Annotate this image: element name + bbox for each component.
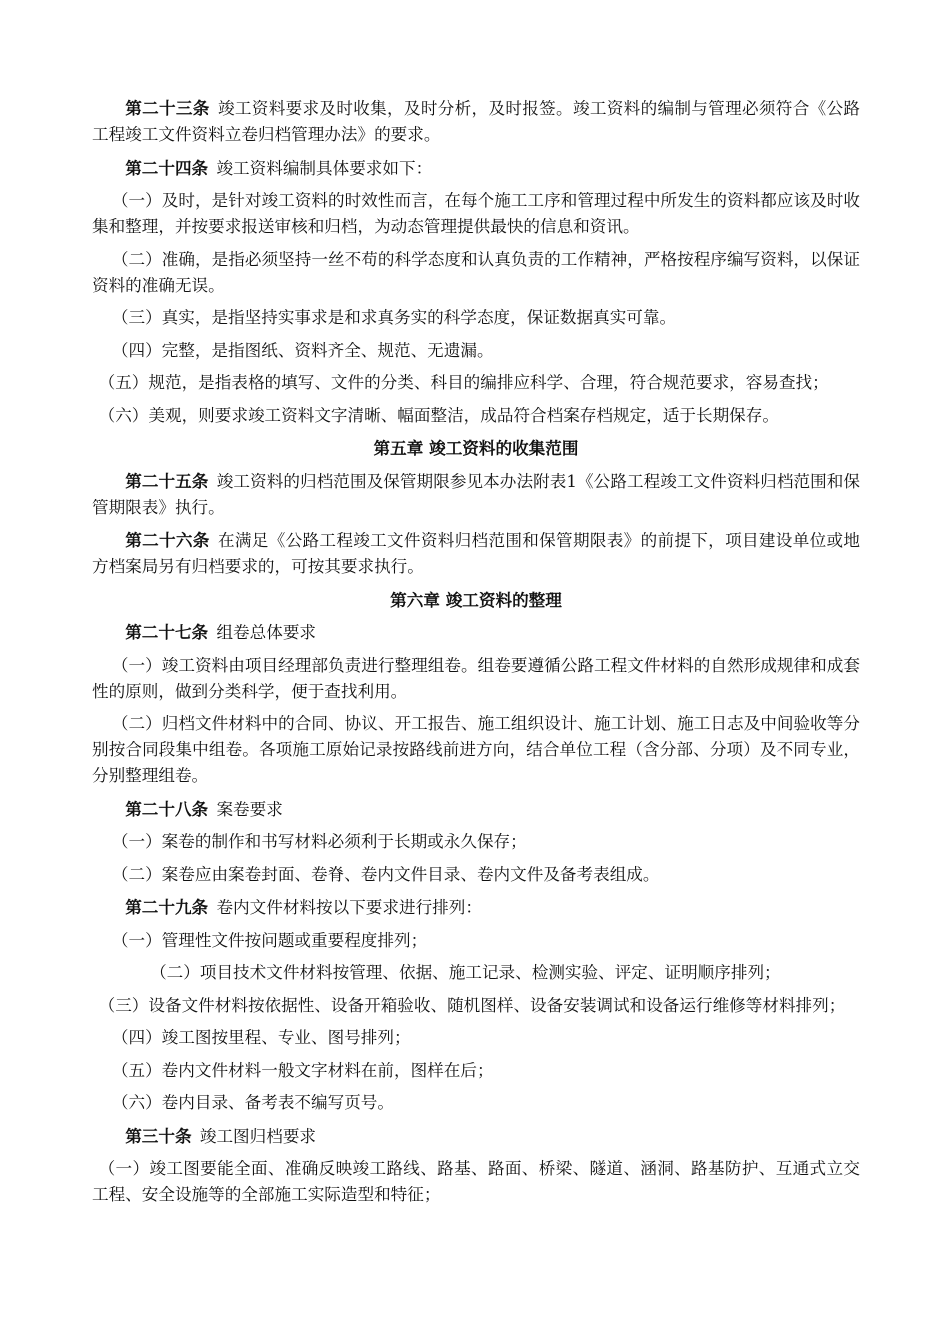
article-30: [92, 1123, 860, 1150]
paragraph: （四）完整，是指图纸、资料齐全、规范、无遗漏。: [111, 340, 494, 360]
article-number: 第二十三条: [125, 98, 210, 118]
paragraph: （二）归档文件材料中的合同、协议、开工报告、施工组织设计、施工计划、施工日志及中间验收等分别按合同段集中组卷。各项施工原始记录按路线前进方向，结合单位工程（含分部、分项）及不同专业，分别整理组卷。: [92, 714, 860, 785]
paragraph: （二）准确，是指必须坚持一丝不苟的科学态度和认真负责的工作精神，严格按程序编写资料，以保证资料的准确无误。: [92, 249, 860, 295]
article-number: 第二十五条: [125, 470, 209, 491]
article-24: [92, 155, 860, 182]
paragraph: （六）美观，则要求竣工资料文字清晰、幅面整洁，成品符合档案存档规定，适于长期保存。: [98, 405, 779, 425]
article-26: [92, 527, 860, 580]
article-text: 竣工图归档要求: [199, 1126, 317, 1146]
article-number: 第二十八条: [125, 798, 209, 819]
article-number: 第二十六条: [125, 530, 210, 550]
article-text: 组卷总体要求: [216, 623, 317, 642]
article-text: 竣工资料的归档范围及保管期限参见本办法附表1《公路工程竣工文件资料归档范围和保管期限表》执行。: [92, 471, 861, 517]
paragraph: （五）卷内文件材料一般文字材料在前，图样在后；: [111, 1060, 494, 1080]
paragraph: （三）设备文件材料按依据性、设备开箱验收、随机图样、设备安装调试和设备运行维修等材料排列；: [98, 995, 846, 1015]
paragraph: （二）案卷应由案卷封面、卷脊、卷内文件目录、卷内文件及备考表组成。: [111, 864, 660, 884]
article-text: 竣工资料编制具体要求如下：: [216, 158, 433, 178]
article-text: 案卷要求: [216, 799, 283, 819]
article-25: [92, 468, 860, 521]
paragraph: （五）规范，是指表格的填写、文件的分类、科目的编排应科学、合理，符合规范要求，容易查找；: [98, 373, 829, 392]
article-23: [92, 95, 860, 148]
article-number: 第二十四条: [125, 157, 209, 178]
article-text: 竣工资料要求及时收集，及时分析，及时报签。竣工资料的编制与管理必须符合《公路工程竣工文件资料立卷归档管理办法》的要求。: [92, 99, 860, 144]
article-text: 在满足《公路工程竣工文件资料归档范围和保管期限表》的前提下，项目建设单位或地方档案局另有归档要求的，可按其要求执行。: [92, 531, 860, 576]
article-27: [92, 619, 860, 646]
paragraph: （二）项目技术文件材料按管理、依据、施工记录、检测实验、评定、证明顺序排列；: [150, 963, 781, 982]
article-29: [92, 894, 860, 921]
chapter-heading-6: 第六章 竣工资料的整理: [390, 589, 562, 610]
paragraph: （六）卷内目录、备考表不编写页号。: [111, 1093, 394, 1112]
document-page: [92, 95, 860, 1215]
paragraph: （一）及时，是针对竣工资料的时效性而言，在每个施工工序和管理过程中所发生的资料都应该及时收集和整理，并按要求报送审核和归档，为动态管理提供最快的信息和资讯。: [92, 191, 860, 236]
article-number: 第二十九条: [125, 897, 209, 917]
article-text: 卷内文件材料按以下要求进行排列：: [216, 898, 482, 917]
paragraph: （四）竣工图按里程、专业、图号排列；: [111, 1028, 411, 1047]
article-number: 第二十七条: [125, 622, 209, 642]
paragraph: （一）竣工图要能全面、准确反映竣工路线、路基、路面、桥梁、隧道、涵洞、路基防护、互通式立交工程、安全设施等的全部施工实际造型和特征；: [92, 1159, 860, 1204]
paragraph: （一）竣工资料由项目经理部负责进行整理组卷。组卷要遵循公路工程文件材料的自然形成规律和成套性的原则，做到分类科学，便于查找利用。: [92, 655, 860, 701]
paragraph: （一）案卷的制作和书写材料必须利于长期或永久保存；: [111, 832, 527, 851]
article-number: 第三十条: [125, 1125, 192, 1146]
paragraph: （一）管理性文件按问题或重要程度排列；: [111, 930, 428, 950]
chapter-heading-5: 第五章 竣工资料的收集范围: [373, 438, 579, 458]
article-28: [92, 796, 860, 823]
paragraph: （三）真实，是指坚持实事求是和求真务实的科学态度，保证数据真实可靠。: [111, 308, 677, 327]
